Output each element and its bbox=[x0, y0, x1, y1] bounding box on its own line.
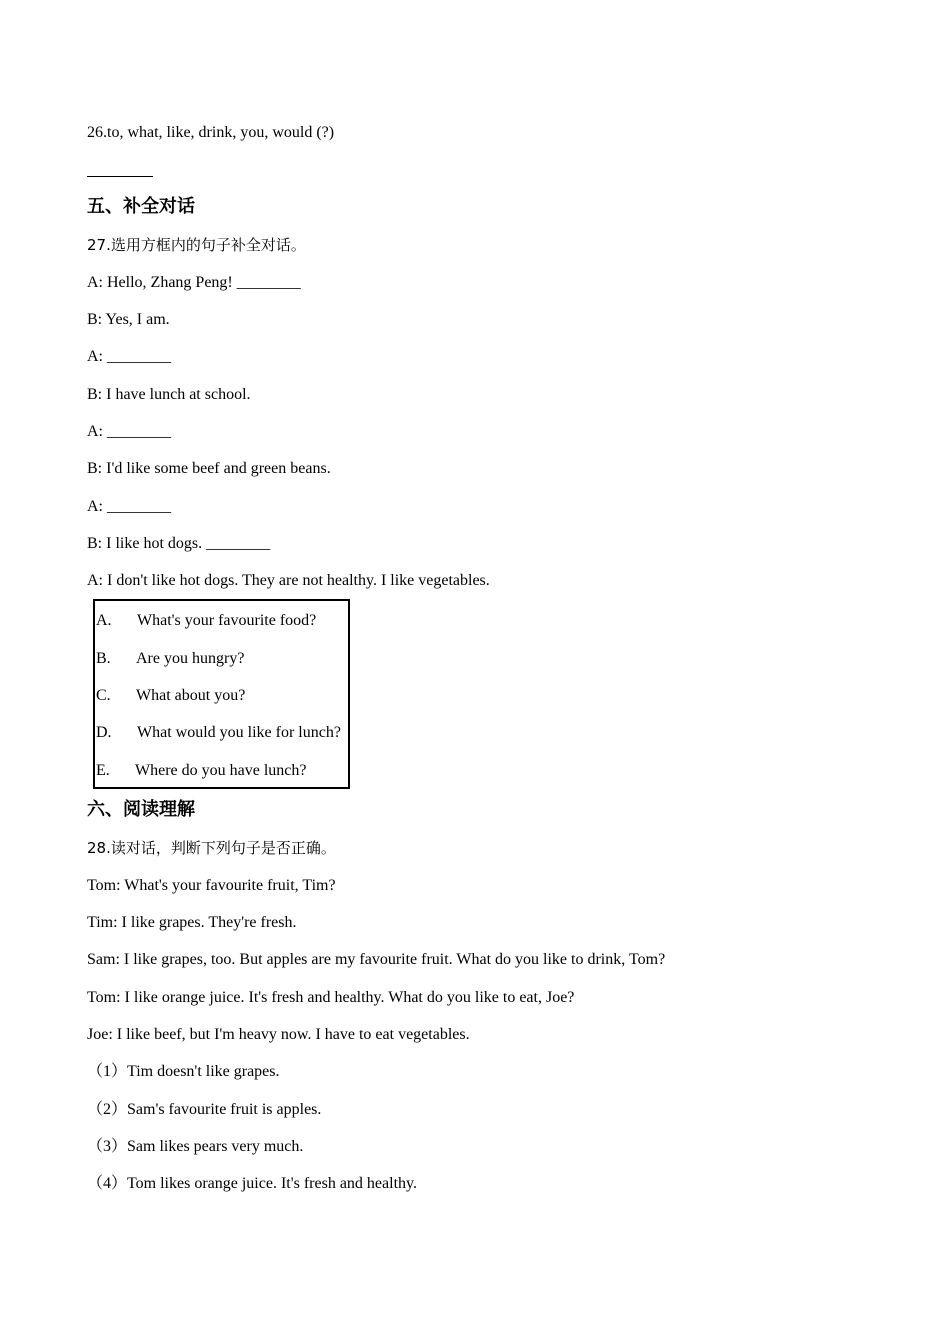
dialogue-line: B: I have lunch at school. bbox=[87, 386, 251, 403]
statement: （4）Tom likes orange juice. It's fresh and healthy. bbox=[87, 1175, 417, 1192]
statement: （2）Sam's favourite fruit is apples. bbox=[87, 1101, 322, 1118]
option-letter: C. bbox=[96, 687, 111, 704]
q27-text: 27.选用方框内的句子补全对话。 bbox=[87, 236, 306, 254]
reading-line: Tom: I like orange juice. It's fresh and healthy. What do you like to eat, Joe? bbox=[87, 989, 575, 1006]
q26-text: 26.to, what, like, drink, you, would (?) bbox=[87, 124, 335, 141]
reading-line: Joe: I like beef, but I'm heavy now. I have to eat vegetables. bbox=[87, 1026, 470, 1043]
statement: （1）Tim doesn't like grapes. bbox=[87, 1063, 280, 1080]
option-text: What about you? bbox=[136, 687, 246, 704]
option-letter: E. bbox=[96, 762, 110, 779]
dialogue-line: A: Hello, Zhang Peng! ________ bbox=[87, 274, 301, 291]
option-text: Where do you have lunch? bbox=[135, 762, 307, 779]
dialogue-line: A: ________ bbox=[87, 348, 171, 365]
dialogue-line: A: ________ bbox=[87, 423, 171, 440]
dialogue-line: B: I like hot dogs. ________ bbox=[87, 535, 271, 552]
option-text: What would you like for lunch? bbox=[137, 724, 341, 741]
section5-heading: 五、补全对话 bbox=[87, 196, 195, 217]
dialogue-line: A: ________ bbox=[87, 498, 171, 515]
option-letter: A. bbox=[96, 612, 112, 629]
dialogue-line: B: Yes, I am. bbox=[87, 311, 170, 328]
option-d bbox=[96, 723, 341, 743]
option-c bbox=[96, 686, 245, 706]
reading-line: Tom: What's your favourite fruit, Tim? bbox=[87, 877, 336, 894]
reading-line: Tim: I like grapes. They're fresh. bbox=[87, 914, 297, 931]
statement: （3）Sam likes pears very much. bbox=[87, 1138, 304, 1155]
options-box bbox=[93, 599, 350, 789]
option-e bbox=[96, 761, 306, 781]
option-letter: D. bbox=[96, 724, 112, 741]
option-text: What's your favourite food? bbox=[137, 612, 317, 629]
option-a bbox=[96, 611, 316, 631]
reading-line: Sam: I like grapes, too. But apples are my favourite fruit. What do you like to drink, Tom? bbox=[87, 951, 666, 968]
option-text: Are you hungry? bbox=[136, 650, 245, 667]
option-b bbox=[96, 649, 244, 669]
dialogue-line: A: I don't like hot dogs. They are not healthy. I like vegetables. bbox=[87, 572, 490, 589]
section6-heading: 六、阅读理解 bbox=[87, 799, 195, 820]
option-letter: B. bbox=[96, 650, 111, 667]
dialogue-line: B: I'd like some beef and green beans. bbox=[87, 460, 331, 477]
q28-text: 28.读对话，判断下列句子是否正确。 bbox=[87, 839, 336, 857]
q26-answer-line bbox=[87, 176, 153, 177]
